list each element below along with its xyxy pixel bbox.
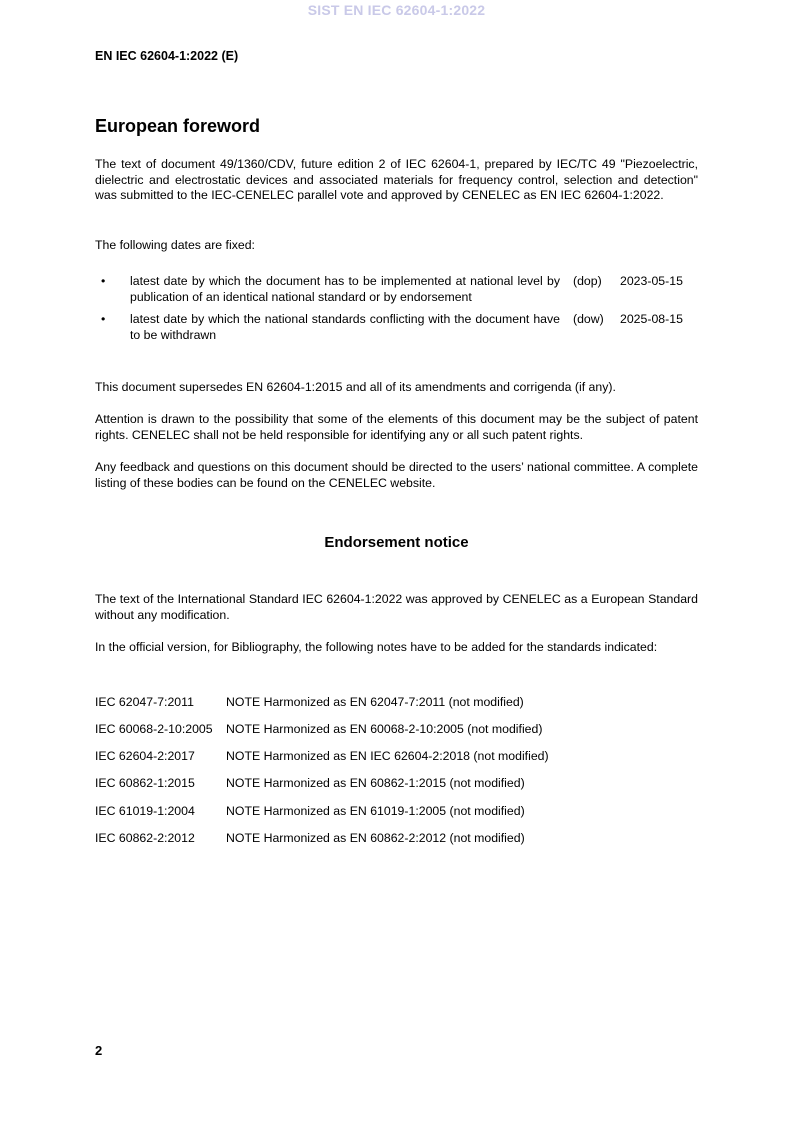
bibliography-standard: IEC 61019-1:2004 — [95, 804, 195, 818]
endorsement-approval: The text of the International Standard IEC 62604-1:2022 was approved by CENELEC as a European Standard without any modification. — [95, 592, 698, 622]
page-number: 2 — [95, 1043, 103, 1058]
bibliography-note: NOTE Harmonized as EN 62047-7:2011 (not modified) — [226, 695, 524, 709]
bibliography-note: NOTE Harmonized as EN 60862-1:2015 (not modified) — [226, 776, 525, 790]
bullet-icon: • — [101, 274, 106, 288]
bibliography-note: NOTE Harmonized as EN IEC 62604-2:2018 (not modified) — [226, 749, 549, 763]
bibliography-note: NOTE Harmonized as EN 60068-2-10:2005 (not modified) — [226, 722, 543, 736]
bibliography-note-row — [95, 722, 542, 737]
date-item-text: latest date by which the document has to be implemented at national level by publication of an identical national standard or by endorsement — [130, 274, 560, 304]
bibliography-standard: IEC 60068-2-10:2005 — [95, 722, 213, 736]
endorsement-title: Endorsement notice — [324, 534, 469, 551]
bibliography-intro: In the official version, for Bibliography, the following notes have to be added for the standards indicated: — [95, 640, 658, 654]
bibliography-note: NOTE Harmonized as EN 60862-2:2012 (not modified) — [226, 831, 525, 845]
bibliography-note-row — [95, 695, 524, 710]
bibliography-standard: IEC 62047-7:2011 — [95, 695, 194, 709]
bullet-icon: • — [101, 312, 106, 326]
watermark-text: SIST EN IEC 62604-1:2022 — [307, 2, 486, 18]
document-code: EN IEC 62604-1:2022 (E) — [95, 49, 239, 63]
bibliography-note-row — [95, 831, 525, 846]
date-item-text: latest date by which the national standards conflicting with the document have to be withdrawn — [130, 312, 560, 342]
date-item-code: (dop) — [573, 274, 602, 288]
bibliography-note-row — [95, 749, 549, 764]
bibliography-note-row — [95, 776, 525, 791]
date-item-date: 2025-08-15 — [620, 312, 683, 326]
bibliography-standard: IEC 60862-1:2015 — [95, 776, 195, 790]
bibliography-note: NOTE Harmonized as EN 61019-1:2005 (not modified) — [226, 804, 525, 818]
foreword-intro: The text of document 49/1360/CDV, future edition 2 of IEC 62604-1, prepared by IEC/TC 49 "Piezoelectric, dielectric and electrostatic devices and associated materials for frequency control, selection and detection" was submitted to the IEC-CENELEC parallel vote and approved by CENELEC as EN IEC 62604-1:2022. — [95, 157, 698, 202]
date-item-date: 2023-05-15 — [620, 274, 683, 288]
supersedes-text: This document supersedes EN 62604-1:2015 and all of its amendments and corrigenda (if any). — [95, 380, 616, 394]
bibliography-standard: IEC 60862-2:2012 — [95, 831, 195, 845]
patent-text: Attention is drawn to the possibility that some of the elements of this document may be the subject of patent rights. CENELEC shall not be held responsible for identifying any or all such patent rights. — [95, 412, 698, 442]
foreword-title: European foreword — [95, 116, 261, 136]
bibliography-note-row — [95, 804, 525, 819]
bibliography-standard: IEC 62604-2:2017 — [95, 749, 195, 763]
feedback-text: Any feedback and questions on this document should be directed to the users’ national committee. A complete listing of these bodies can be found on the CENELEC website. — [95, 460, 698, 490]
dates-intro: The following dates are fixed: — [95, 238, 255, 252]
date-item-code: (dow) — [573, 312, 604, 326]
